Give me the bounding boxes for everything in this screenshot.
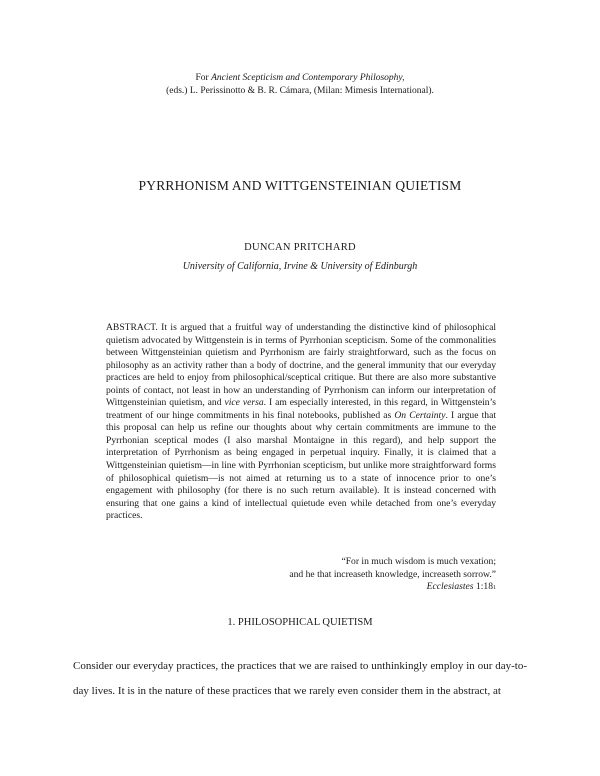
abstract-vice-versa: vice versa	[224, 397, 264, 409]
epigraph-line-2: and he that increaseth knowledge, increaseth sorrow.”	[289, 568, 496, 580]
publication-title: Ancient Scepticism and Contemporary Philosophy,	[211, 73, 405, 83]
author-affiliation: University of California, Irvine & University of Edinburgh	[182, 261, 418, 272]
epigraph	[196, 556, 496, 594]
epigraph-source-line	[196, 581, 496, 594]
publication-note	[0, 72, 600, 98]
publication-line-1: For Ancient Scepticism and Contemporary Philosophy,	[195, 73, 405, 83]
author-name: DUNCAN PRITCHARD	[244, 242, 356, 253]
footnote-marker[interactable]: 1	[493, 585, 496, 591]
epigraph-reference: 1:18	[473, 581, 493, 592]
section-heading: 1. PHILOSOPHICAL QUIETISM	[227, 617, 373, 628]
epigraph-source: Ecclesiastes	[426, 581, 474, 592]
abstract: ABSTRACT. It is argued that a fruitful way of understanding the distinctive kind of philosophical quietism advocated by Wittgenstein is in terms of Pyrrhonian scepticism. Some of the commonalities between Wittgensteinian quietism and Pyrrhonism are fairly straightforward, such as the focus on philosophy as an activity rather than a body of doctrine, and the general immunity that our everyday practices are held to enjoy from philosophical/sceptical critique. But there are also more substantive points of contact, not least in how an understanding of Pyrrhonism can inform our interpretation of Wittgensteinian quietism, and vice versa. I am especially interested, in this regard, in Wittgenstein’s treatment of our hinge commitments in his final notebooks, published as On Certainty. I argue that this proposal can help us refine our thoughts about why certain commitments are immune to the Pyrrhonian sceptical modes (I also marshal Montaigne in this regard), and help support the interpretation of Pyrrhonism as being engaged in perpetual inquiry. Finally, it is claimed that a Wittgensteinian quietism—in line with Pyrrhonian scepticism, but unlike more straightforward forms of philosophical quietism—is not aimed at returning us to a state of innocence prior to one’s engagement with philosophy (for there is no such return available). It is instead concerned with ensuring that one gains a kind of intellectual quietude even while detached from one’s everyday practices.	[106, 322, 496, 522]
body-paragraph: Consider our everyday practices, the practices that we are raised to unthinkingly employ in our day-to-day lives. It is in the nature of these practices that we rarely even consider them in the abstract, at	[73, 660, 527, 697]
abstract-on-certainty: On Certainty	[394, 409, 446, 421]
epigraph-line-1: “For in much wisdom is much vexation;	[341, 556, 496, 567]
paper-title: PYRRHONISM AND WITTGENSTEINIAN QUIETISM	[138, 178, 462, 193]
publication-editors: (eds.) L. Perissinotto & B. R. Cámara, (Milan: Mimesis International).	[166, 86, 434, 96]
